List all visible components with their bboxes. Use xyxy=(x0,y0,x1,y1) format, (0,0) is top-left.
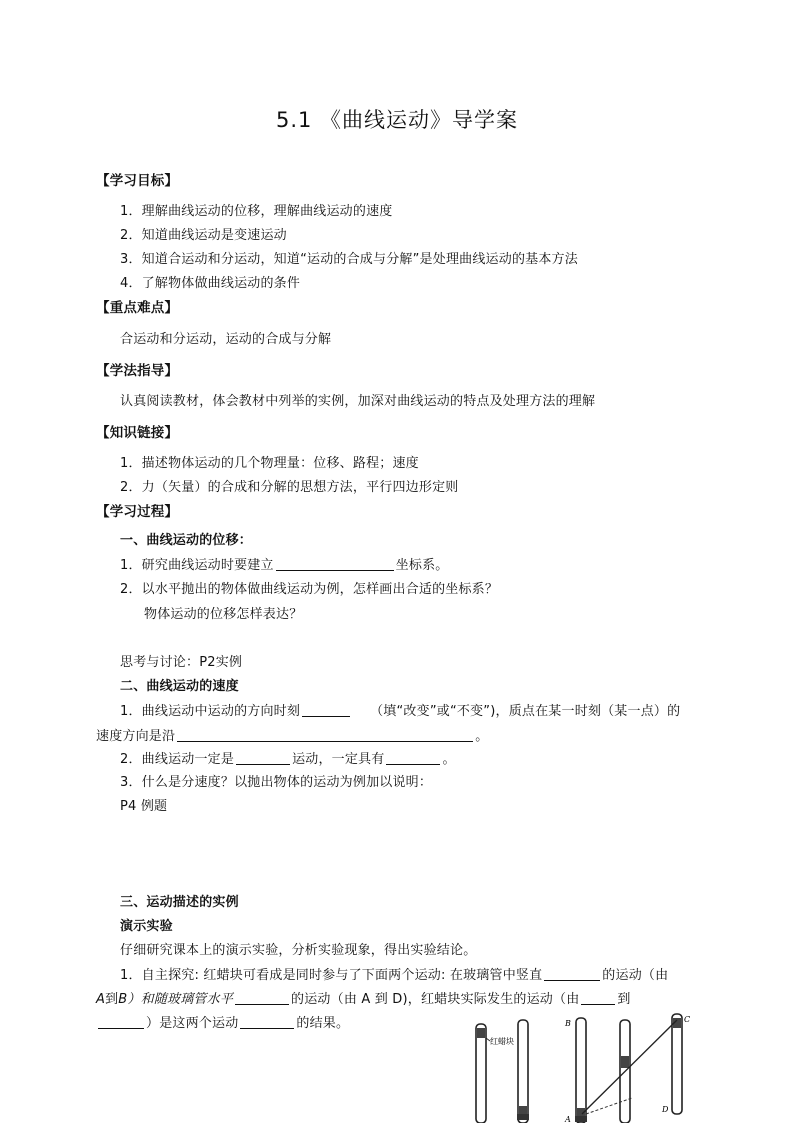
point-d-label: D xyxy=(662,1105,669,1114)
s2-question-3: 3．什么是分速度？以抛出物体的运动为例加以说明： xyxy=(120,775,433,790)
s2-q1-text-d: 。 xyxy=(475,729,489,744)
process-heading: 【学习过程】 xyxy=(96,504,179,520)
s3-question-1 xyxy=(120,967,668,984)
s3-q1-blank-1[interactable] xyxy=(544,967,600,981)
section-3-heading: 三、运动描述的实例 xyxy=(120,895,239,910)
s1-q1-text-b: 坐标系。 xyxy=(395,558,449,573)
s3-q1-text-f: 的运动（由 A 到 D)，红蜡块实际发生的运动（由 xyxy=(291,992,580,1007)
s3-q1-text-i: 的结果。 xyxy=(296,1016,350,1031)
s3-q1-blank-3[interactable] xyxy=(581,991,615,1005)
goal-item-1: 1．理解曲线运动的位移，理解曲线运动的速度 xyxy=(120,204,393,219)
section-1-heading: 一、曲线运动的位移： xyxy=(120,533,253,548)
s2-q1-text-a: 1．曲线运动中运动的方向时刻 xyxy=(120,704,301,719)
goals-heading: 【学习目标】 xyxy=(96,173,179,189)
keypoints-text: 合运动和分运动，运动的合成与分解 xyxy=(120,332,332,347)
s2-question-2 xyxy=(120,751,456,768)
links-heading: 【知识链接】 xyxy=(96,425,179,441)
s1-question-2b: 物体运动的位移怎样表达？ xyxy=(144,607,303,622)
s3-q1-blank-5[interactable] xyxy=(240,1015,294,1029)
s2-q2-text-a: 2．曲线运动一定是 xyxy=(120,752,235,767)
s3-question-1-cont xyxy=(96,991,631,1008)
s2-q1-text-b: （填“改变”或“不变”)，质点在某一时刻（某一点）的 xyxy=(370,704,681,719)
section-3-sub: 演示实验 xyxy=(120,919,173,934)
goal-item-3: 3．知道合运动和分运动，知道“运动的合成与分解”是处理曲线运动的基本方法 xyxy=(120,252,578,267)
s3-q1-text-g: 到 xyxy=(617,992,631,1007)
s2-q2-blank-1[interactable] xyxy=(236,751,290,765)
s2-example: P4 例题 xyxy=(120,799,168,814)
s1-q1-blank[interactable] xyxy=(276,557,394,571)
s3-q1-text-b: 的运动（由 xyxy=(602,968,669,983)
s2-q2-text-b: 运动，一定具有 xyxy=(292,752,385,767)
s2-q1-blank-1[interactable] xyxy=(302,703,350,717)
method-text: 认真阅读教材，体会教材中列举的实例，加深对曲线运动的特点及处理方法的理解 xyxy=(120,394,596,409)
s2-question-1-cont xyxy=(96,728,488,745)
s3-q1-text-e: B）和随玻璃管水平 xyxy=(118,992,234,1007)
method-heading: 【学法指导】 xyxy=(96,363,179,379)
s3-intro: 仔细研究课本上的演示实验，分析实验现象，得出实验结论。 xyxy=(120,943,477,958)
s2-question-1 xyxy=(120,703,680,720)
wax-label: 红蜡块 xyxy=(490,1037,514,1046)
s2-q2-text-c: 。 xyxy=(442,752,456,767)
s3-q1-text-h: ）是这两个运动 xyxy=(146,1016,239,1031)
s1-discuss: 思考与讨论：P2实例 xyxy=(120,655,243,670)
goal-item-4: 4．了解物体做曲线运动的条件 xyxy=(120,276,301,291)
glass-tube-5 xyxy=(672,1014,682,1114)
s1-question-2: 2．以水平抛出的物体做曲线运动为例，怎样画出合适的坐标系？ xyxy=(120,582,499,597)
s3-q1-blank-2[interactable] xyxy=(235,991,289,1005)
point-a-label: A xyxy=(565,1115,571,1123)
s3-q1-text-c: A xyxy=(96,992,106,1007)
glass-tube-1 xyxy=(476,1024,486,1123)
keypoints-heading: 【重点难点】 xyxy=(96,300,179,316)
s1-question-1 xyxy=(120,557,448,574)
goal-item-2: 2．知道曲线运动是变速运动 xyxy=(120,228,287,243)
s2-q2-blank-2[interactable] xyxy=(386,751,440,765)
glass-tube-3 xyxy=(575,1018,587,1123)
glass-tube-2 xyxy=(517,1020,529,1123)
s3-q1-text-a: 1．自主探究: 红蜡块可看成是同时参与了下面两个运动: 在玻璃管中竖直 xyxy=(120,968,543,983)
s2-q1-blank-2[interactable] xyxy=(177,728,473,742)
s3-question-1-cont2 xyxy=(96,1015,349,1032)
s2-q1-text-c: 速度方向是沿 xyxy=(96,729,176,744)
link-item-2: 2．力（矢量）的合成和分解的思想方法，平行四边形定则 xyxy=(120,480,459,495)
point-c-label: C xyxy=(684,1015,691,1024)
page-title: 5.1 《曲线运动》导学案 xyxy=(275,108,519,132)
point-b-label: B xyxy=(565,1019,571,1028)
link-item-1: 1．描述物体运动的几个物理量：位移、路程；速度 xyxy=(120,456,419,471)
s3-q1-text-d: 到 xyxy=(105,992,119,1007)
section-2-heading: 二、曲线运动的速度 xyxy=(120,679,239,694)
s1-q1-text-a: 1．研究曲线运动时要建立 xyxy=(120,558,274,573)
experiment-figure xyxy=(462,1008,702,1123)
s3-q1-blank-4[interactable] xyxy=(98,1015,144,1029)
horizontal-path-line xyxy=(586,1098,632,1114)
